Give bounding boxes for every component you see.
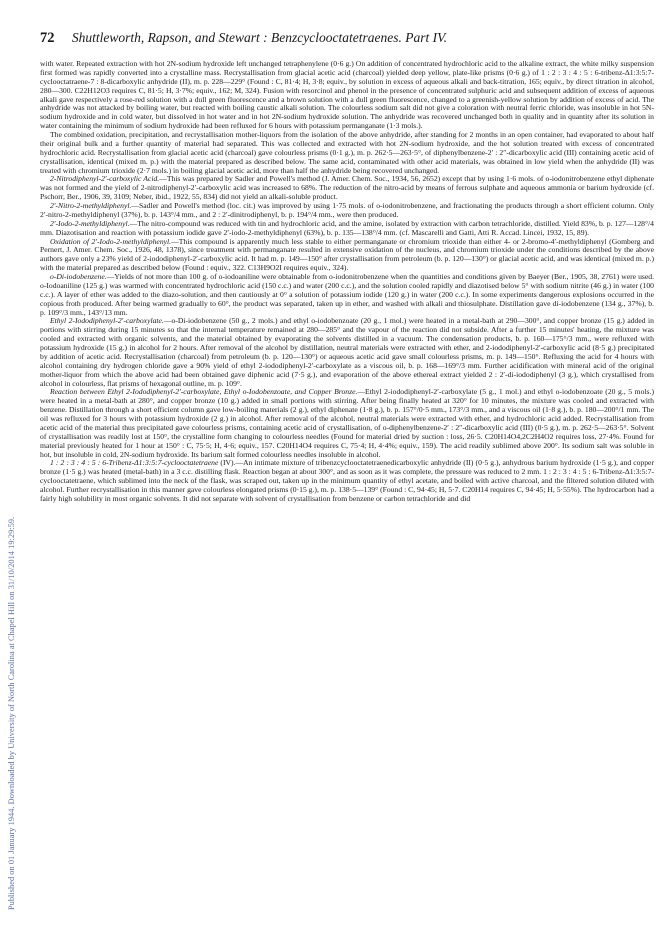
paragraph — [40, 238, 654, 274]
running-title: Shuttleworth, Rapson, and Stewart : Benzcyclooctatetraenes. Part IV. — [71, 30, 447, 45]
paragraph-text: —o-Di-iodobenzene (50 g., 2 mols.) and ethyl o-iodobenzoate (20 g., 1 mol.) were heated in a metal-bath at 290—300°, and copper bronze (15 g.) added in portions with stirring during 15 minutes so that the internal temperature remained at 280—285° and the vapour of the reaction did not subside. After a further 15 minutes' heating, the mixture was cooled and extracted with organic solvents, and the material obtained by evaporating the solvents distilled in a vacuum. The condensation products, b. p. 160—175°/3 mm., were refluxed with potassium hydroxide (15 g.) in alcohol for 2 hours. After removal of the alcohol by distillation, neutral materials were extracted with ether, and 2-iododiphenyl-2′-carboxylic acid (8·5 g.) precipitated by addition of acetic acid. Recrystallisation (charcoal) from petroleum (b. p. 120—130°) or aqueous acetic acid gave small colourless prisms, m. p. 149—150°. Refluxing the acid for 4 hours with alcohol containing dry hydrogen chloride gave a 90% yield of ethyl 2-iododiphenyl-2′-carboxylate as a viscous oil, b. p. 168—169°/3 mm. Further acidification with mineral acid of the original mother-liquor from which the above acid had been obtained gave diphenic acid (7·5 g.), and evaporation of the above ethereal extract yielded 2 : 2′-di-iododiphenyl (3 g.), which crystallised from alcohol in colourless, flat prisms of hexagonal outline, m. p. 109°. — [40, 316, 654, 388]
paragraph — [40, 273, 654, 317]
paragraph-text: The combined oxidation, precipitation, and recrystallisation mother-liquors from the isolation of the above anhydride, after standing for 2 months in an open container, had evaporated to about half their original bulk and a further quantity of material had separated. This was collected and extracted with hot 2N-sodium hydroxide, and the hot solution treated with excess of concentrated hydrochloric acid. Recrystallisation from glacial acetic acid (charcoal) gave colourless prisms (0·1 g.), m. p. 262·5—263·5°, of diphenylbenzene-2′ : 2″-dicarboxylic acid (III) containing acetic acid of crystallisation, identical (mixed m. p.) with the material prepared as described below. The same acid, contaminated with other acid materials, was obtained in low yield when the anhydride (II) was treated with chromium trioxide (2·7 mols.) in boiling glacial acetic acid, more than half the anhydride being recovered unchanged. — [40, 130, 654, 175]
page-number: 72 — [40, 30, 55, 46]
paragraph-text: with water. Repeated extraction with hot 2N-sodium hydroxide left unchanged tetraphenylene (0·6 g.) On addition of concentrated hydrochloric acid to the alkaline extract, the white milky suspension first formed was rapidly converted into a crystalline mass. Recrystallisation from glacial acetic acid (charcoal) yielded deep yellow, plate-like prisms (0·6 g.) of 1 : 2 : 3 : 4 : 5 : 6-tribenz-Δ1:3:5:7-cyclooctatraene-7 : 8-dicarboxylic anhydride (II), m. p. 228—229° (Found : C, 81·4; H, 3·8; equiv., by solution in excess of aqueous alkali and back-titration, 165; equiv., by direct titration in alcohol, 280—300. C22H12O3 requires C, 81·5; H, 3·7%; equiv., 162; M, 324). Fusion with resorcinol and phenol in the presence of concentrated sulphuric acid and subsequent addition of excess of aqueous alkali gave respectively a rose-red solution with a dull green fluorescence and a brown solution with a dull green fluorescence, changed to a greenish-yellow solution by addition of excess of acid. The anhydride was not attacked by boiling water, but reacted with boiling caustic alkali solution. The colourless sodium salt did not give a coloration with neutral ferric chloride, was insoluble in hot 5N-sodium hydroxide and in cold water, but dissolved in hot water and in hot 2N-sodium hydroxide solution. The anhydride was recovered unchanged both in quality and in quantity after its solution in water containing the minimum of sodium hydroxide had been refluxed for 6 hours with potassium permanganate (1·3 mols.). — [40, 60, 654, 131]
paragraph-lead: Oxidation of 2′-Iodo-2-methyldiphenyl. — [50, 236, 172, 246]
paragraph-text: —Yields of not more than 100 g. of o-iodoaniline were obtainable from o-iodonitrobenzene when the quantities and conditions given by Baeyer (Ber., 1905, 38, 2761) were used. o-Iodoaniline (125 g.) was warmed with concentrated hydrochloric acid (150 c.c.) and water (200 c.c.), and the solution cooled rapidly and diazotised below 5° with sodium nitrite (46 g.) in water (100 c.c.). A layer of ether was added to the diazo-solution, and then cautiously at 0° a solution of potassium iodide (120 g.) in water (200 c.c.). In some experiments dangerous explosions occurred in the copious froth produced. After being warmed gradually to 60°, the product was separated, taken up in ether, and washed with alkali and thiosulphate. Distillation gave di-iodobenzene (134 g., 37%), b. p. 109°/3 mm., 143°/13 mm. — [40, 272, 654, 317]
paragraph-text: —Sadler and Powell's method (loc. cit.) was improved by using 1·75 mols. of o-iodonitrobenzene, and fractionating the products through a short efficient column. Only 2′-nitro-2-methyldiphenyl (37%), b. p. 143°/4 mm., and 2 : 2′-dinitrodiphenyl, b. p. 194°/4 mm., were then produced. — [40, 201, 654, 219]
paragraph-text: —This was prepared by Sadler and Powell's method (J. Amer. Chem. Soc., 1934, 56, 2652) except that by using 1·6 mols. of o-iodonitrobenzene ethyl diphenate was not formed and the yield of 2-nitrodiphenyl-2′-carboxylic acid was increased to 68%. The reduction of the nitro-acid by means of ferrous sulphate and aqueous ammonia or barium hydroxide (cf. Pschorr, Ber., 1906, 39, 3109; Neber, ibid., 1922, 55, 834) did not yield an alkali-soluble product. — [40, 174, 654, 202]
paragraph — [40, 220, 654, 238]
paragraph-lead: 2′-Nitro-2-methyldiphenyl. — [50, 201, 132, 210]
paragraph-lead: 2-Nitrodiphenyl-2′-carboxylic Acid. — [50, 174, 160, 184]
download-notice — [2, 80, 22, 930]
paragraph — [40, 317, 654, 388]
paragraph-text: —Ethyl 2-iododiphenyl-2′-carboxylate (5 g., 1 mol.) and ethyl o-iodobenzoate (20 g., 5 mols.) were heated in a metal-bath at 280°, and copper bronze (10 g.) added in small portions with stirring. After being finally heated at 320° for 10 minutes, the mixture was cooled and extracted with benzene. Distillation through a short efficient column gave low-boiling materials (2 g.), ethyl diphenate (1·8 g.), b. p. 157°/0·5 mm., 173°/3 mm., and a viscous oil (1·8 g.), b. p. 180—200°/1 mm. The oil was refluxed for 3 hours with potassium hydroxide (2 g.) in alcohol. After removal of the alcohol, neutral materials were extracted with ether, and hydrochloric acid added. Recrystallisation from acetic acid of the material thus precipitated gave colourless prisms, containing acetic acid of crystallisation, of o-diphenylbenzene-2′ : 2″-dicarboxylic acid (III) (0·5 g.), m. p. 262·5—263·5°. Solvent of crystallisation was readily lost at 150°, the crystalline form changing to colourless needles (Found for material dried by suction : loss, 26·5. C20H14O4,2C2H4O2 requires loss, 27·4%. Found for material previously heated for 1 hour at 150° : C, 75·5; H, 4·6; equiv., 157. C20H14O4 requires C, 75·4; H, 4·4%; equiv., 159). The acid readily sublimed above 200°. Its sodium salt was soluble in hot, but insoluble in cold, 2N-sodium hydroxide. Its barium salt formed colourless needles insoluble in alcohol. — [40, 387, 654, 459]
paragraph-lead: o-Di-iodobenzene. — [50, 272, 107, 281]
paragraph — [40, 175, 654, 202]
download-notice-text: Published on 01 January 1944. Downloaded by University of North Carolina at Chapel Hill on 31/10/2014 19:29:59. — [7, 516, 16, 910]
paragraph-text: —The nitro-compound was reduced with tin and hydrochloric acid, and the amine, isolated by extraction with carbon tetrachloride, distilled. Yield 83%, b. p. 127—128°/4 mm. Diazotisation and reaction with potassium iodide gave 2′-iodo-2-methyldiphenyl (63%), b. p. 135—138°/4 mm. (cf. Mascarelli and Gatti, Atti R. Accad. Lincei, 1932, 15, 89). — [40, 218, 654, 237]
paragraph — [40, 60, 654, 131]
paragraph-lead: Ethyl 2-Iododiphenyl-2′-carboxylate. — [50, 316, 164, 326]
paragraph — [40, 388, 654, 459]
paragraph-lead: 1 : 2 : 3 : 4 : 5 : 6-Tribenz-Δ1:3:5:7-cyclooctatetraene — [50, 458, 219, 468]
paragraph-text: (IV).—An intimate mixture of tribenzcyclooctatetraenedicarboxylic anhydride (II) (0·5 g.), anhydrous barium hydroxide (1·5 g.), and copper bronze (1·5 g.) was heated (metal-bath) in a 3 c.c. distilling flask. Reaction began at about 300°, and as soon as it was complete, the pressure was reduced to 2 mm. 1 : 2 : 3 : 4 : 5 : 6-Tribenz-Δ1:3:5:7-cyclooctatetraene, which sublimed into the neck of the flask, was scraped out, taken up in the minimum quantity of ethyl acetate, and boiled with active charcoal, and the filtered solution diluted with alcohol. Further recrystallisation in this manner gave colourless elongated prisms (0·15 g.), m. p. 138·5—139° (Found : C, 94·45; H, 5·7. C20H14 requires C, 94·45; H, 5·55%). The hydrocarbon had a fairly high solubility in most organic solvents. It did not separate with solvent of crystallisation from benzene or carbon tetrachloride and did — [40, 458, 654, 503]
running-header — [40, 30, 652, 52]
paragraph-lead: Reaction between Ethyl 2-Iododiphenyl-2′-carboxylate, Ethyl o-Iodobenzoate, and Copper Bronze. — [50, 387, 358, 397]
paragraph-lead: 2′-Iodo-2-methyldiphenyl. — [50, 218, 130, 228]
paragraph — [40, 459, 654, 503]
paragraph — [40, 131, 654, 175]
paragraph — [40, 202, 654, 220]
article-body — [40, 60, 654, 930]
paragraph-text: —This compound is apparently much less stable to either permanganate or chromium trioxide than either 4- or 2-bromo-4′-methyldiphenyl (Gomberg and Pernert, J. Amer. Chem. Soc., 1926, 48, 1378), since treatment with permanganate resulted in extensive oxidation of the nucleus, and chromium trioxide under the conditions described by the above authors gave only a 23% yield of 2-iododiphenyl-2′-carboxylic acid. It had m. p. 149—150° after crystallisation from petroleum (b. p. 120—130°) or glacial acetic acid, and was identical (mixed m. p.) with the material prepared as described below (Found : equiv., 322. C13H9O2I requires equiv., 324). — [40, 236, 654, 273]
